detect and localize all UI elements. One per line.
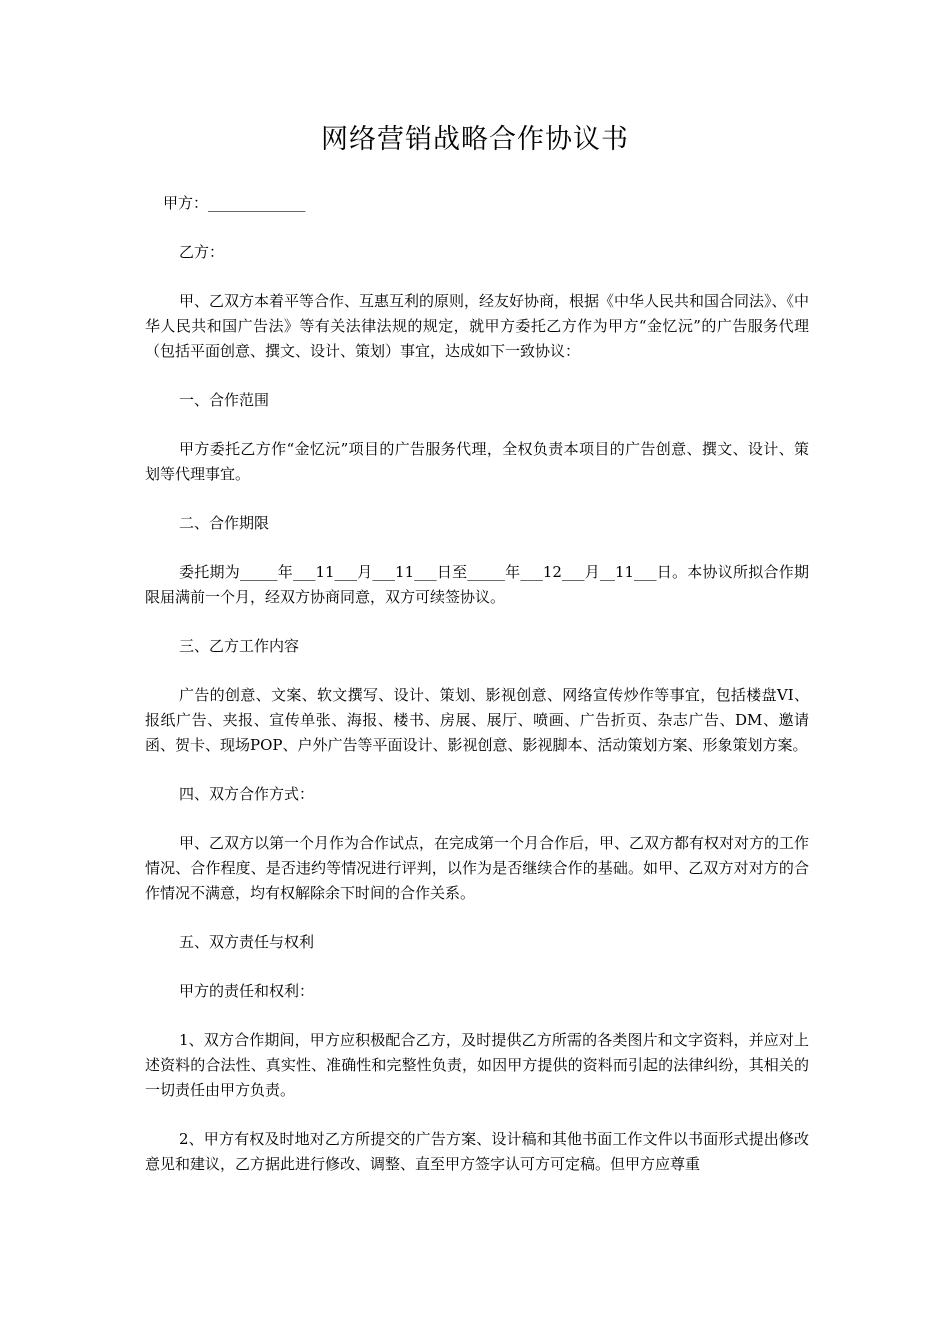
method-paragraph: 甲、乙双方以第一个月作为合作试点，在完成第一个月合作后，甲、乙双方都有权对对方的工作情况、合作程度、是否违约等情况进行评判，以作为是否继续合作的基础。如甲、乙双方对对方的合作情况不满意，均有权解除余下时间的合作关系。 xyxy=(145,834,810,902)
document-title: 网络营销战略合作协议书 xyxy=(321,124,629,155)
scope-paragraph: 甲方委托乙方作“金忆沅”项目的广告服务代理，全权负责本项目的广告创意、撰文、设计、策划等代理事宜。 xyxy=(145,440,809,483)
responsibility-item-1: 1、双方合作期间，甲方应积极配合乙方，及时提供乙方所需的各类图片和文字资料，并应对上述资料的合法性、真实性、准确性和完整性负责，如因甲方提供的资料而引起的法律纠纷，其相关的一切责任由甲方负责。 xyxy=(145,1031,809,1099)
party-b-line: 乙方： xyxy=(179,243,225,261)
preamble-paragraph: 甲、乙双方本着平等合作、互惠互利的原则，经友好协商，根据《中华人民共和国合同法》、《中华人民共和国广告法》等有关法律法规的规定，就甲方委托乙方作为甲方“金忆沅”的广告服务代理（包括平面创意、撰文、设计、策划）事宜，达成如下一致协议： xyxy=(145,292,810,360)
document-body xyxy=(145,191,809,1201)
section-heading-work: 三、乙方工作内容 xyxy=(179,637,300,655)
work-paragraph: 广告的创意、文案、软文撰写、设计、策划、影视创意、网络宣传炒作等事宜，包括楼盘VI、报纸广告、夹报、宣传单张、海报、楼书、房展、展厅、喷画、广告折页、杂志广告、DM、邀请函、贺卡、现场POP、户外广告等平面设计、影视创意、影视脚本、活动策划方案、形象策划方案。 xyxy=(145,686,809,754)
section-heading-responsibility: 五、双方责任与权利 xyxy=(179,933,315,951)
section-heading-method: 四、双方合作方式： xyxy=(179,785,315,803)
party-a-responsibility-heading: 甲方的责任和权利： xyxy=(179,982,315,1000)
party-a-line: 甲方：_____________ xyxy=(163,194,306,212)
term-paragraph: 委托期为_____年___11___月___11___日至_____年___12___月__11___日。本协议所拟合作期限届满前一个月，经双方协商同意，双方可续签协议。 xyxy=(145,563,809,606)
responsibility-item-2: 2、甲方有权及时地对乙方所提交的广告方案、设计稿和其他书面工作文件以书面形式提出修改意见和建议，乙方据此进行修改、调整、直至甲方签字认可方可定稿。但甲方应尊重 xyxy=(145,1130,809,1173)
section-heading-term: 二、合作期限 xyxy=(179,514,270,532)
section-heading-scope: 一、合作范围 xyxy=(179,391,270,409)
